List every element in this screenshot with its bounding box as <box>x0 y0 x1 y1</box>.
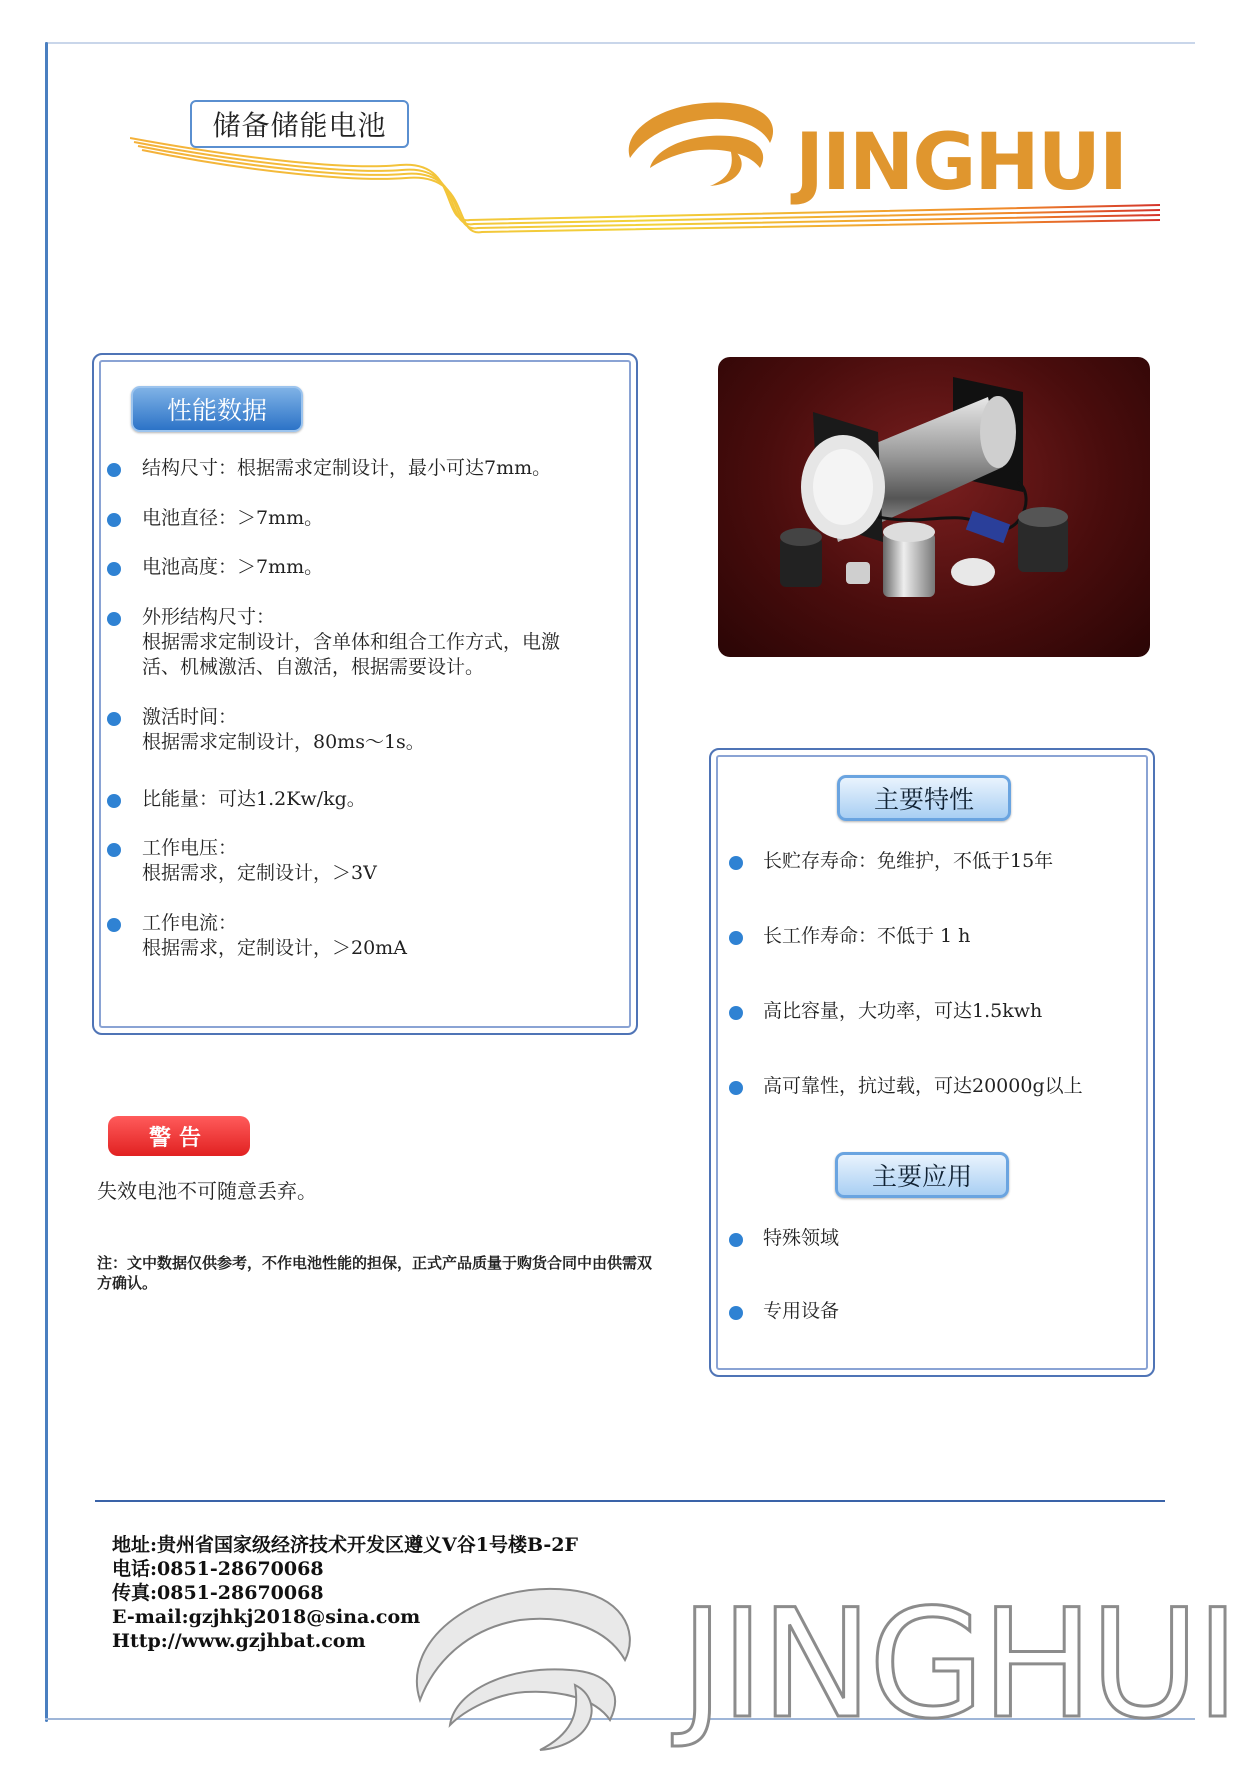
bullet-icon <box>107 843 121 857</box>
warning-badge: 警告 <box>108 1116 250 1156</box>
applications-heading: 主要应用 <box>835 1152 1009 1198</box>
performance-item: 工作电流： 根据需求，定制设计，＞20mA <box>142 912 407 959</box>
brand-name: JINGHUI <box>795 118 1126 208</box>
bullet-icon <box>107 918 121 932</box>
performance-item: 激活时间： 根据需求定制设计，80ms～1s。 <box>142 706 425 753</box>
performance-item: 电池直径：＞7mm。 <box>142 507 324 529</box>
footer-swoosh-logo-icon <box>400 1560 650 1760</box>
application-item: 专用设备 <box>763 1300 840 1322</box>
bullet-icon <box>729 1306 743 1320</box>
performance-item: 工作电压： 根据需求，定制设计，＞3V <box>142 837 377 884</box>
features-heading: 主要特性 <box>837 775 1011 821</box>
performance-item: 电池高度：＞7mm。 <box>142 556 324 578</box>
performance-heading: 性能数据 <box>131 386 303 432</box>
feature-item: 长贮存寿命：免维护，不低于15年 <box>763 850 1054 872</box>
page-title: 储备储能电池 <box>190 100 409 148</box>
brand-swoosh-logo-icon <box>610 88 790 188</box>
warning-text: 失效电池不可随意丢弃。 <box>97 1179 317 1203</box>
feature-item: 高可靠性，抗过载，可达20000g以上 <box>763 1075 1083 1097</box>
application-item: 特殊领域 <box>763 1227 840 1249</box>
bullet-icon <box>107 513 121 527</box>
page-frame-left <box>45 42 48 1722</box>
bullet-icon <box>107 463 121 477</box>
bullet-icon <box>729 931 743 945</box>
contact-fax: 传真:0851-28670068 <box>112 1582 324 1604</box>
performance-item: 结构尺寸：根据需求定制设计，最小可达7mm。 <box>142 457 552 479</box>
contact-phone: 电话:0851-28670068 <box>112 1558 324 1580</box>
product-photo <box>718 357 1150 657</box>
disclaimer-note: 注：文中数据仅供参考，不作电池性能的担保，正式产品质量于购货合同中由供需双方确认。 <box>97 1254 653 1292</box>
bullet-icon <box>729 856 743 870</box>
page-frame-top <box>45 42 1195 44</box>
bullet-icon <box>107 794 121 808</box>
performance-item: 比能量：可达1.2Kw/kg。 <box>142 788 366 810</box>
footer-brand-name: JINGHUI <box>680 1578 1236 1752</box>
features-panel <box>709 748 1155 1377</box>
contact-address: 地址:贵州省国家级经济技术开发区遵义V谷1号楼B-2F <box>112 1534 578 1556</box>
bullet-icon <box>729 1233 743 1247</box>
contact-email[interactable]: E-mail:gzjhkj2018@sina.com <box>112 1606 421 1628</box>
bullet-icon <box>107 612 121 626</box>
bullet-icon <box>729 1081 743 1095</box>
contact-website[interactable]: Http://www.gzjhbat.com <box>112 1630 366 1652</box>
bullet-icon <box>107 562 121 576</box>
footer-divider <box>95 1500 1165 1502</box>
bullet-icon <box>107 712 121 726</box>
feature-item: 高比容量，大功率，可达1.5kwh <box>763 1000 1043 1022</box>
performance-item: 外形结构尺寸： 根据需求定制设计，含单体和组合工作方式，电激 活、机械激活、自激活，根据需要设计。 <box>142 606 561 678</box>
feature-item: 长工作寿命：不低于 1 h <box>763 925 971 947</box>
bullet-icon <box>729 1006 743 1020</box>
battery-products-illustration <box>718 357 1150 657</box>
